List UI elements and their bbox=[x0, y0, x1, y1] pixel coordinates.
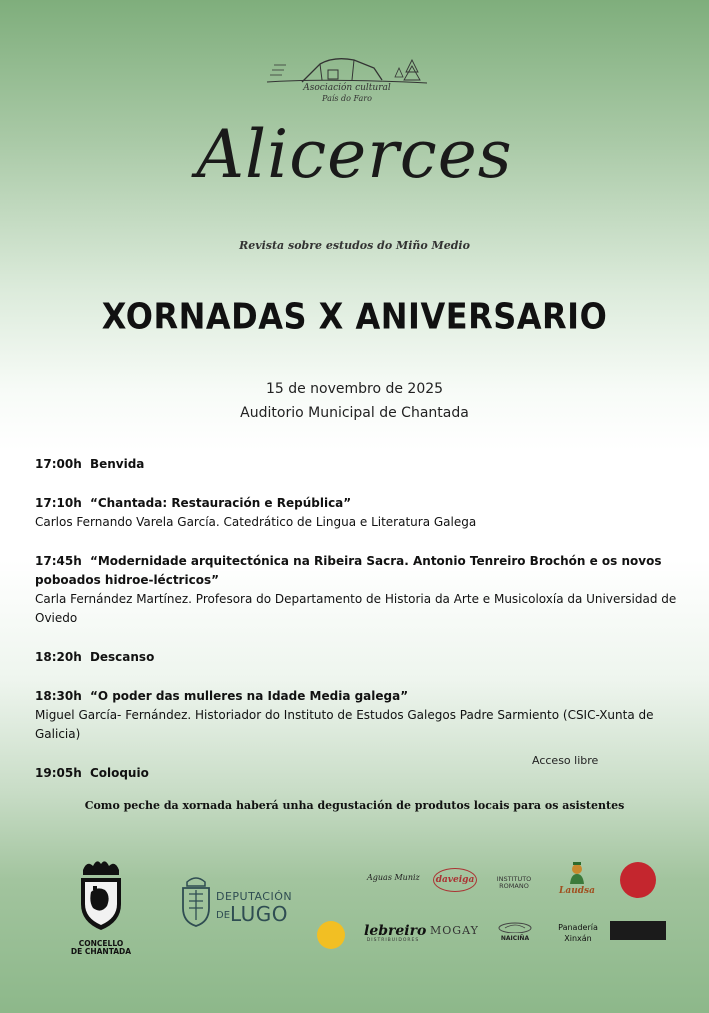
deputacion-lugo: LUGO bbox=[230, 902, 289, 926]
sponsor-panaderia-xinxan bbox=[553, 922, 603, 944]
program-item bbox=[35, 648, 685, 667]
sponsor-instituto-line1: INSTITUTO bbox=[496, 875, 532, 883]
concello-label-line1: CONCELLO bbox=[78, 939, 124, 948]
program-time: 18:20h bbox=[35, 650, 82, 664]
program-item bbox=[35, 552, 685, 628]
sponsor-panaderia-line2: Xinxán bbox=[564, 934, 592, 943]
sponsor-laudsa: Laudsa bbox=[555, 862, 599, 896]
program-title: Descanso bbox=[89, 650, 155, 664]
event-venue: Auditorio Municipal de Chantada bbox=[240, 405, 469, 421]
naicina-emblem-icon bbox=[496, 921, 534, 933]
deputacion-de: DE bbox=[216, 910, 231, 921]
program-title: Benvida bbox=[89, 457, 145, 471]
closing-note: Como peche da xornada haberá unha degustación de produtos locais para os asistentes bbox=[84, 799, 625, 812]
program-item bbox=[35, 687, 685, 744]
program-title: Coloquio bbox=[89, 766, 149, 780]
sponsor-aguas-muniz: Aguas Muniz bbox=[367, 873, 420, 882]
program-time: 17:10h bbox=[35, 496, 82, 510]
sponsor-mogay: MOGAY bbox=[430, 924, 479, 937]
program-time: 19:05h bbox=[35, 766, 82, 780]
program-speaker: Miguel García- Fernández. Historiador do Instituto de Estudos Galegos Padre Sarmiento (CSIC-Xunta de Galicia) bbox=[35, 708, 654, 741]
sponsor-yellow-badge bbox=[317, 921, 345, 949]
sponsor-lebreiro: lebreiro DISTRIBUIDORES bbox=[364, 923, 427, 943]
free-entry-note: Acceso libre bbox=[532, 754, 599, 767]
program-time: 17:00h bbox=[35, 457, 82, 471]
program-speaker: Carla Fernández Martínez. Profesora do Departamento de Historia da Arte e Musicoloxía da Universidad de Oviedo bbox=[35, 592, 677, 625]
magazine-subtitle: Revista sobre estudos do Miño Medio bbox=[239, 239, 470, 252]
laudsa-figure-icon bbox=[567, 862, 587, 884]
sponsor-daveiga: daveiga bbox=[433, 868, 477, 892]
sponsor-instituto-romano bbox=[492, 876, 536, 890]
program-speaker: Carlos Fernando Varela García. Catedrático de Lingua e Literatura Galega bbox=[35, 515, 477, 529]
program-item bbox=[35, 455, 685, 474]
program-title: “Modernidade arquitectónica na Ribeira Sacra. Antonio Tenreiro Brochón e os novos poboados hidroe-léctricos” bbox=[35, 554, 662, 587]
sponsor-red-badge bbox=[620, 862, 656, 898]
magazine-title: Alicerces bbox=[196, 116, 513, 193]
program-title: “O poder das mulleres na Idade Media galega” bbox=[89, 689, 409, 703]
concello-logo bbox=[66, 856, 136, 956]
association-name: Asociación cultural bbox=[303, 83, 391, 93]
program-item bbox=[35, 494, 685, 532]
sponsor-naicina: NAICIÑA bbox=[496, 921, 534, 943]
program-time: 18:30h bbox=[35, 689, 82, 703]
sponsor-black-badge bbox=[610, 921, 666, 940]
sponsor-instituto-line2: ROMANO bbox=[499, 882, 529, 890]
event-date: 15 de novembro de 2025 bbox=[265, 381, 444, 397]
association-subname: País do Faro bbox=[322, 94, 372, 103]
deputacion-name: DEPUTACIÓN bbox=[216, 890, 293, 903]
concello-label-line2: DE CHANTADA bbox=[70, 947, 132, 956]
program-title: “Chantada: Restauración e República” bbox=[89, 496, 352, 510]
program-list bbox=[35, 455, 685, 803]
deputacion-crest-icon bbox=[179, 874, 213, 928]
sponsor-panaderia-line1: Panadería bbox=[558, 923, 598, 932]
coat-of-arms-icon bbox=[71, 856, 131, 934]
program-time: 17:45h bbox=[35, 554, 82, 568]
event-title: XORNADAS X ANIVERSARIO bbox=[101, 294, 608, 338]
